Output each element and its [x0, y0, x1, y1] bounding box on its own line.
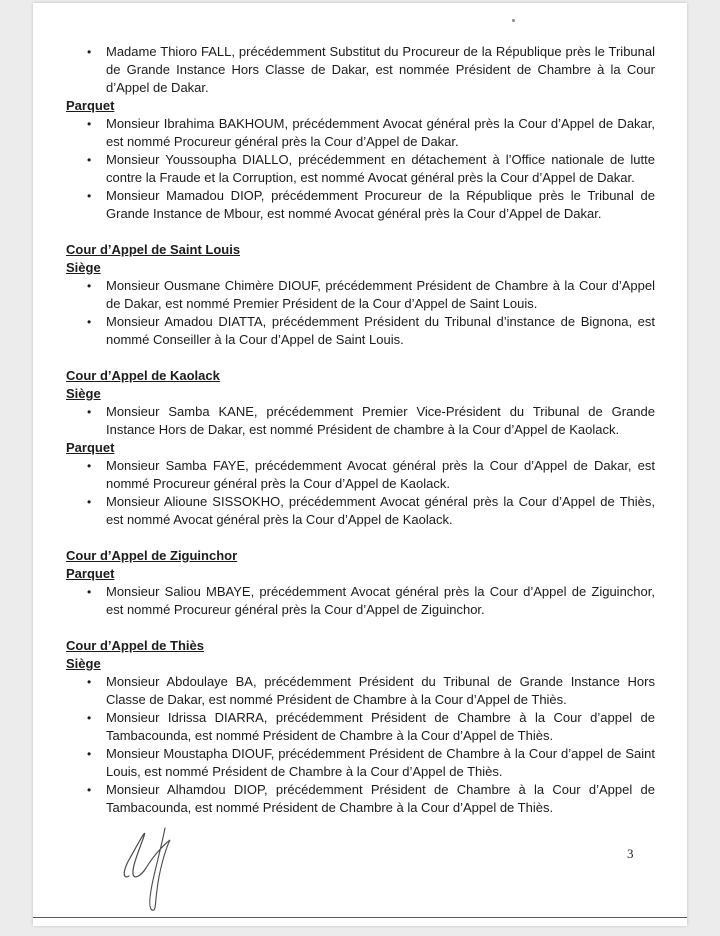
bullet-icon: • [87, 459, 92, 473]
blank-line [66, 619, 655, 637]
appointment-item [66, 457, 655, 493]
section-heading: Parquet [66, 566, 115, 581]
bullet-icon: • [87, 783, 92, 797]
appointment-text: Monsieur Ibrahima BAKHOUM, précédemment Avocat général près la Cour d’Appel de Dakar, est nommé Procureur général près la Cour d’Appel de Dakar. [106, 116, 655, 149]
bullet-icon: • [87, 315, 92, 329]
signature-scribble [119, 816, 197, 914]
document-page [33, 3, 687, 926]
bullet-icon: • [87, 45, 92, 59]
appointment-text: Monsieur Alhamdou DIOP, précédemment Président de Chambre à la Cour d’Appel de Tambacounda, est nommé Président de Chambre à la Cour d’Appel de Thiès. [106, 782, 655, 815]
appointment-item [66, 43, 655, 97]
appointment-text: Monsieur Idrissa DIARRA, précédemment Président de Chambre à la Cour d’appel de Tambacounda, est nommé Président de Chambre à la Cour d’Appel de Thiès. [106, 710, 655, 743]
appointment-item [66, 493, 655, 529]
appointment-text: Monsieur Samba KANE, précédemment Premier Vice-Président du Tribunal de Grande Instance Hors de Dakar, est nommé Président de chambre à la Cour d’Appel de Kaolack. [106, 404, 655, 437]
bullet-icon: • [87, 405, 92, 419]
blank-line [66, 529, 655, 547]
appointment-text: Monsieur Alioune SISSOKHO, précédemment Avocat général près la Cour d’Appel de Thiès, est nommé Avocat général près la Cour d’Appel de Kaolack. [106, 494, 655, 527]
stray-dot-mark [512, 19, 515, 22]
bullet-icon: • [87, 711, 92, 725]
blank-line [66, 349, 655, 367]
appointment-text: Monsieur Moustapha DIOUF, précédemment Président de Chambre à la Cour d’appel de Saint Louis, est nommé Président de Chambre à la Cour d’Appel de Thiès. [106, 746, 655, 779]
appointment-item [66, 403, 655, 439]
appointment-text: Monsieur Samba FAYE, précédemment Avocat général près la Cour d’Appel de Dakar, est nommé Procureur général près la Cour d’Appel de Kaolack. [106, 458, 655, 491]
court-heading: Cour d’Appel de Kaolack [66, 368, 220, 383]
section-heading: Siège [66, 260, 101, 275]
appointment-text: Monsieur Mamadou DIOP, précédemment Procureur de la République près le Tribunal de Grande Instance de Mbour, est nommé Avocat général près la Cour d’Appel de Dakar. [106, 188, 655, 221]
appointment-item [66, 781, 655, 817]
appointment-item [66, 115, 655, 151]
page-number: 3 [627, 846, 634, 861]
court-heading: Cour d’Appel de Saint Louis [66, 242, 241, 257]
section-heading: Parquet [66, 440, 115, 455]
appointment-text: Monsieur Abdoulaye BA, précédemment Président du Tribunal de Grande Instance Hors Classe de Dakar, est nommé Président de Chambre à la Cour d’Appel de Thiès. [106, 674, 655, 707]
appointment-item [66, 313, 655, 349]
section-heading: Siège [66, 386, 101, 401]
appointment-item [66, 745, 655, 781]
bullet-icon: • [87, 585, 92, 599]
page-bottom-rule [33, 917, 687, 918]
appointment-item [66, 151, 655, 187]
bullet-icon: • [87, 153, 92, 167]
appointment-text: Monsieur Amadou DIATTA, précédemment Président du Tribunal d’instance de Bignona, est nommé Conseiller à la Cour d’Appel de Saint Louis. [106, 314, 655, 347]
bullet-icon: • [87, 189, 92, 203]
section-heading: Parquet [66, 98, 115, 113]
bullet-icon: • [87, 675, 92, 689]
court-heading: Cour d’Appel de Ziguinchor [66, 548, 238, 563]
blank-line [66, 223, 655, 241]
appointment-text: Madame Thioro FALL, précédemment Substitut du Procureur de la République près le Tribunal de Grande Instance Hors Classe de Dakar, est nommée Président de Chambre à la Cour d’Appel de Dakar. [106, 44, 655, 95]
bullet-icon: • [87, 747, 92, 761]
appointment-item [66, 187, 655, 223]
appointment-item [66, 673, 655, 709]
appointment-text: Monsieur Saliou MBAYE, précédemment Avocat général près la Cour d’Appel de Ziguinchor, est nommé Procureur général près la Cour d’Appel de Ziguinchor. [106, 584, 655, 617]
bullet-icon: • [87, 279, 92, 293]
appointment-text: Monsieur Ousmane Chimère DIOUF, précédemment Président de Chambre à la Cour d’Appel de Dakar, est nommé Premier Président de la Cour d’Appel de Saint Louis. [106, 278, 655, 311]
bullet-icon: • [87, 495, 92, 509]
document-content [66, 43, 655, 817]
bullet-icon: • [87, 117, 92, 131]
section-heading: Siège [66, 656, 101, 671]
appointment-item [66, 583, 655, 619]
court-heading: Cour d’Appel de Thiès [66, 638, 204, 653]
appointment-item [66, 709, 655, 745]
appointment-text: Monsieur Youssoupha DIALLO, précédemment en détachement à l’Office nationale de lutte contre la Fraude et la Corruption, est nommé Avocat général près la Cour d’Appel de Dakar. [106, 152, 655, 185]
appointment-item [66, 277, 655, 313]
